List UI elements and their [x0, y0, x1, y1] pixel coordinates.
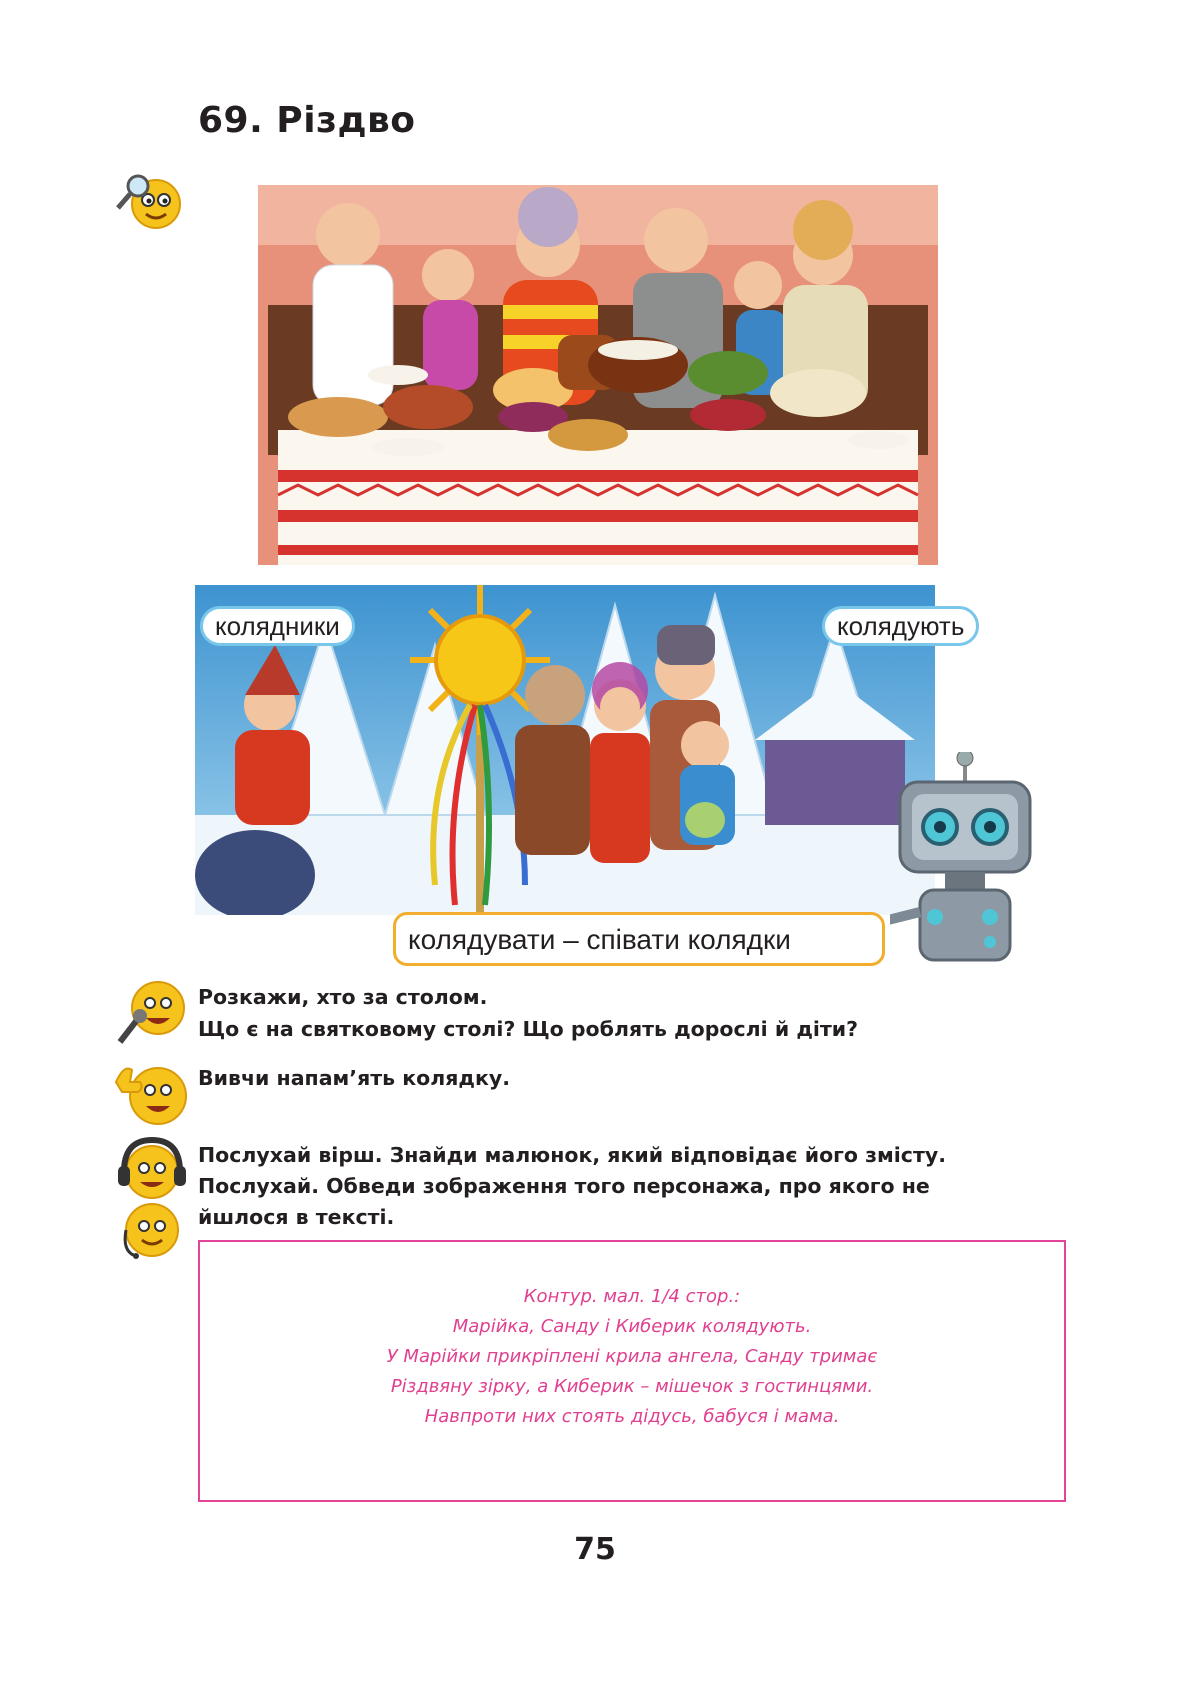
page-title: 69. Різдво — [198, 100, 416, 141]
robot-icon — [890, 752, 1040, 982]
family-christmas-dinner-illustration — [258, 185, 938, 565]
page-number: 75 — [574, 1532, 616, 1567]
task-3-line-1: Послухай вірш. Знайди малюнок, який відповідає його змісту. — [198, 1143, 946, 1167]
headset-smiley-icon — [112, 1196, 188, 1268]
definition-box: колядувати – співати колядки — [393, 912, 885, 966]
note-line: Марійка, Санду і Киберик колядують. — [452, 1316, 812, 1337]
magnifier-smiley-icon — [108, 168, 188, 232]
microphone-smiley-icon — [110, 976, 190, 1048]
task-4-line-1: Послухай. Обведи зображення того персонажа, про якого не — [198, 1174, 930, 1198]
word-carolers: колядники — [200, 606, 355, 646]
word-carol-singing: колядують — [822, 606, 979, 646]
thumb-smiley-icon — [110, 1056, 192, 1128]
task-2-line-1: Вивчи напам’ять колядку. — [198, 1066, 511, 1090]
note-line: Контур. мал. 1/4 стор.: — [523, 1286, 741, 1307]
contour-note-box — [198, 1240, 1066, 1502]
headphones-smiley-icon — [112, 1134, 190, 1204]
note-line: Навпроти них стоять дідусь, бабуся і мама. — [424, 1406, 840, 1427]
contour-note-text — [200, 1242, 1064, 1432]
note-line: Різдвяну зірку, а Киберик – мішечок з гостинцями. — [390, 1376, 874, 1397]
task-1-line-2: Що є на святковому столі? Що роблять дорослі й діти? — [198, 1017, 859, 1041]
task-1-line-1: Розкажи, хто за столом. — [198, 985, 488, 1009]
task-4-line-2: йшлося в тексті. — [198, 1205, 395, 1229]
note-line: У Марійки прикріплені крила ангела, Санду тримає — [386, 1346, 878, 1367]
